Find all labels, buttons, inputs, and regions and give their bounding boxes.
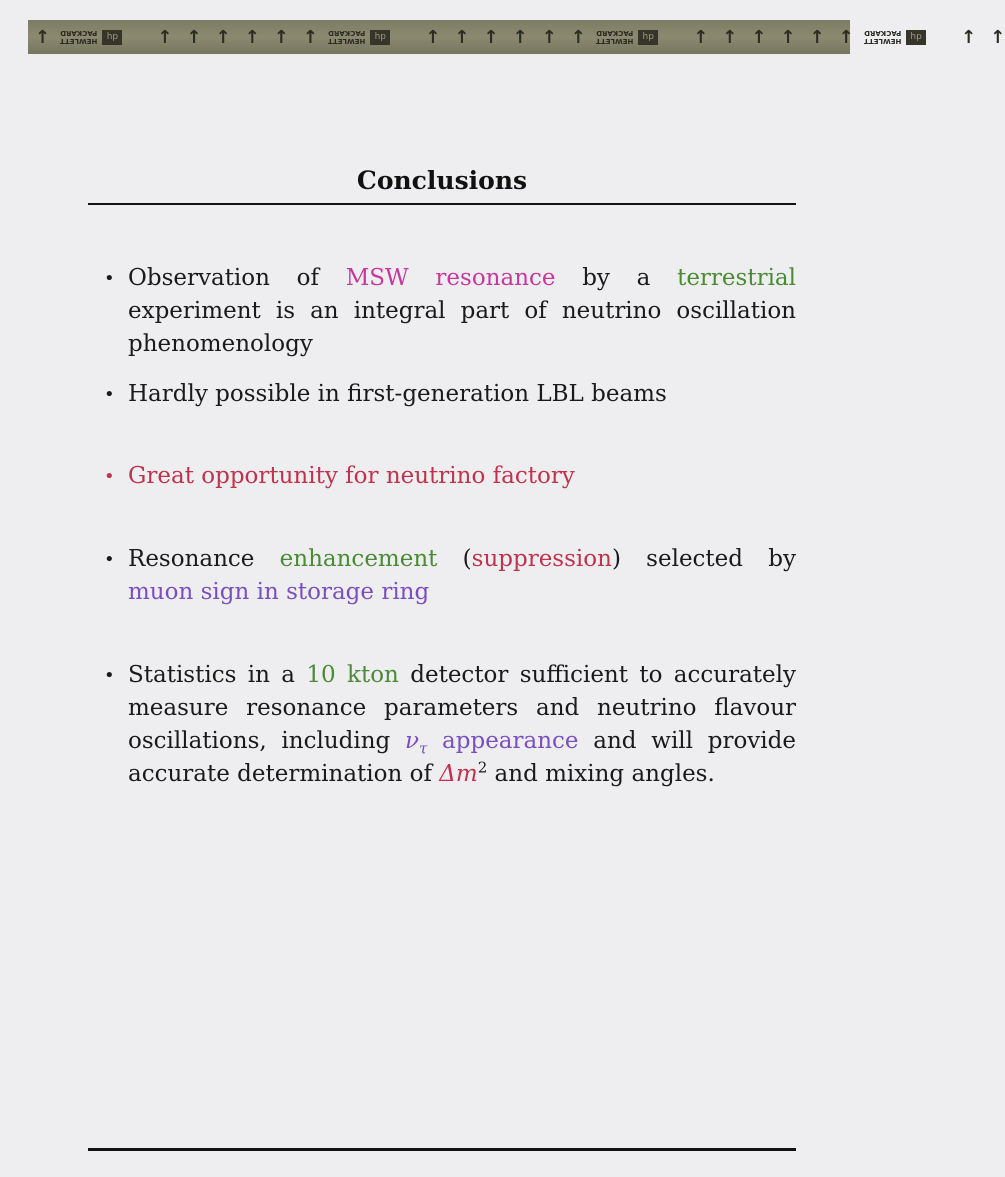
- brand-logo: HEWLETT PACKARD hp: [861, 29, 932, 45]
- bullet-icon: •: [104, 549, 115, 570]
- brand-logo: HEWLETT PACKARD hp: [57, 29, 128, 45]
- hp-logo-icon: hp: [370, 30, 390, 45]
- slide-title: Conclusions: [356, 166, 528, 195]
- brand-logo: HEWLETT PACKARD hp: [325, 29, 396, 45]
- bullet-item-5: [104, 659, 796, 791]
- bullet-item-2: [104, 378, 796, 411]
- hp-logo-icon: hp: [638, 30, 658, 45]
- arrow-up-icon: ↑: [990, 26, 1005, 48]
- bullet-text: Resonance enhancement (suppression) selected by muon sign in storage ring: [128, 546, 796, 605]
- arrow-up-icon: ↑: [570, 26, 586, 48]
- arrow-up-icon: ↑: [483, 26, 499, 48]
- arrow-up-icon: ↑: [809, 26, 825, 48]
- arrow-up-icon: ↑: [722, 26, 738, 48]
- footer-rule: [88, 1148, 796, 1151]
- arrow-up-icon: ↑: [186, 26, 202, 48]
- arrow-up-icon: ↑: [425, 26, 441, 48]
- bullet-item-4: [104, 543, 796, 609]
- arrow-up-icon: ↑: [157, 26, 173, 48]
- arrow-up-icon: ↑: [838, 26, 854, 48]
- header-strip: [28, 20, 1005, 54]
- bullet-text: Hardly possible in first-generation LBL beams: [128, 381, 667, 407]
- arrow-up-icon: ↑: [454, 26, 470, 48]
- arrow-up-icon: ↑: [512, 26, 528, 48]
- bullet-text: Statistics in a 10 kton detector sufficient to accurately measure resonance parameters and neutrino flavour oscillations, including $\nu_\tau$ appearance and will provide accurate determination of $\Delta m^2$ and mixing angles.: [128, 662, 797, 787]
- arrow-up-icon: ↑: [751, 26, 767, 48]
- hp-logo-icon: hp: [102, 30, 122, 45]
- arrow-up-icon: ↑: [215, 26, 231, 48]
- arrow-up-icon: ↑: [541, 26, 557, 48]
- arrow-up-icon: ↑: [961, 26, 977, 48]
- bullet-text: Observation of MSW resonance by a terrestrial experiment is an integral part of neutrino oscillation phenomenology: [128, 265, 796, 357]
- arrow-up-icon: ↑: [35, 26, 51, 48]
- title-rule: [88, 203, 796, 205]
- arrow-up-icon: ↑: [693, 26, 709, 48]
- bullet-text: Great opportunity for neutrino factory: [128, 463, 575, 489]
- bullet-item-1: [104, 262, 796, 361]
- arrow-up-icon: ↑: [244, 26, 260, 48]
- bullet-icon: •: [104, 665, 115, 686]
- brand-logo: HEWLETT PACKARD hp: [593, 29, 664, 45]
- arrow-up-icon: ↑: [780, 26, 796, 48]
- bullet-icon: •: [104, 384, 115, 405]
- bullet-icon: •: [104, 466, 115, 487]
- bullet-item-3: [104, 460, 796, 493]
- arrow-up-icon: ↑: [273, 26, 289, 48]
- bullet-icon: •: [104, 268, 115, 289]
- hp-logo-icon: hp: [906, 30, 926, 45]
- arrow-up-icon: ↑: [302, 26, 318, 48]
